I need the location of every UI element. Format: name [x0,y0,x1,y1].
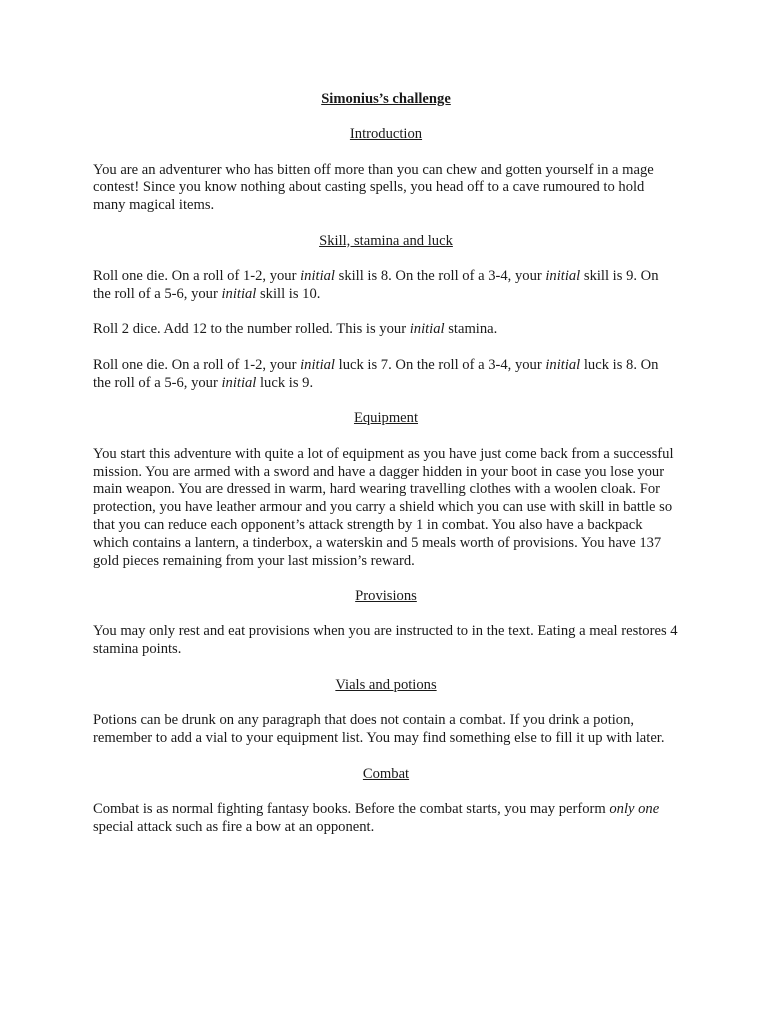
initial-emphasis: initial [300,268,335,285]
heading-skill-stamina-luck: Skill, stamina and luck [319,232,453,249]
luck-text-c: luck is 8. On the roll of a 5-6, your [93,357,659,391]
luck-text-b: luck is 7. On the roll of a 3-4, your [335,357,546,374]
skill-text-c: skill is 9. On the roll of a 5-6, your [93,268,659,302]
combat-text-c: special attack such as fire a bow at an opponent. [93,818,375,835]
paragraph-skill [93,268,679,304]
document-title: Simonius’s challenge [321,91,451,107]
heading-equipment: Equipment [353,410,419,427]
paragraph-luck [93,357,679,393]
paragraph-stamina [93,321,679,339]
heading-introduction: Introduction [349,126,423,143]
paragraph-provisions: You may only rest and eat provisions when you are instructed to in the text. Eating a meal restores 4 stamina points. [93,623,678,658]
paragraph-introduction: You are an adventurer who has bitten off more than you can chew and gotten yourself in a mage contest! Since you know nothing about casting spells, you head off to a cave rumoured to hold many magical items. [93,161,654,214]
skill-text-b: skill is 8. On the roll of a 3-4, your [335,268,546,285]
paragraph-combat [93,801,679,837]
initial-emphasis: initial [409,321,445,338]
initial-emphasis: initial [300,357,335,374]
initial-emphasis: initial [545,268,581,285]
only-one-emphasis: only one [609,800,660,817]
paragraph-vials-potions: Potions can be drunk on any paragraph that does not contain a combat. If you drink a potion, remember to add a vial to your equipment list. You may find something else to fill it up with later. [93,712,665,746]
initial-emphasis: initial [221,285,257,302]
initial-emphasis: initial [545,357,581,374]
luck-text-d: luck is 9. [256,374,314,391]
stamina-text-b: stamina. [444,321,498,338]
initial-emphasis: initial [221,374,257,391]
paragraph-equipment: You start this adventure with quite a lot of equipment as you have just come back from a successful mission. You are armed with a sword and have a dagger hidden in your boot in case you lose your main weapon. You are dressed in warm, hard wearing travelling clothes with a woolen cloak. For protection, you have leather armour and you carry a shield which you can use with skill in battle so that you can reduce each opponent’s attack strength by 1 in combat. You also have a backpack which contains a lantern, a tinderbox, a waterskin and 5 meals worth of provisions. You have 137 gold pieces remaining from your last mission’s reward. [93,445,674,569]
combat-text-a: Combat is as normal fighting fantasy books. Before the combat starts, you may perform [93,800,610,817]
skill-text-a: Roll one die. On a roll of 1-2, your [93,268,301,285]
stamina-text-a: Roll 2 dice. Add 12 to the number rolled. This is your [93,321,410,338]
luck-text-a: Roll one die. On a roll of 1-2, your [93,357,301,374]
document-page [93,91,679,854]
heading-vials-potions: Vials and potions [335,676,437,693]
heading-combat: Combat [362,765,410,782]
skill-text-d: skill is 10. [256,285,321,302]
heading-provisions: Provisions [355,588,417,605]
